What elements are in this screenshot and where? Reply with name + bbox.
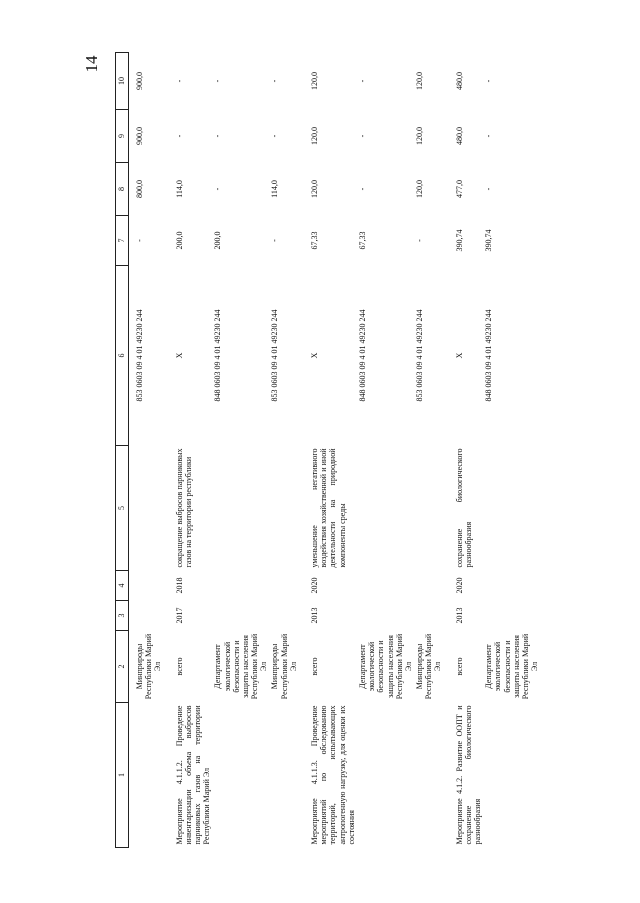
budget-code-cell: Х — [310, 352, 319, 359]
amount-cell: 120,0 — [310, 127, 319, 145]
column-header: 5 — [116, 446, 129, 571]
end-year-cell — [212, 571, 269, 601]
budget-code-cell: 848 0603 09 4 01 49230 244 — [484, 309, 494, 402]
amount-cell: - — [484, 187, 494, 191]
measure-name-cell — [269, 703, 299, 848]
end-year-cell — [483, 571, 540, 601]
end-year-cell — [357, 571, 414, 601]
measure-name-cell: Мероприятие 4.1.1.2. Проведение инвентаризации объема выбросов парниковых газов на территории Республики Марий Эл — [174, 705, 212, 845]
amount-cell: - — [484, 134, 494, 138]
start-year-cell: 2013 — [454, 607, 464, 624]
measure-name-cell — [357, 703, 414, 848]
amount-cell: - — [213, 79, 223, 83]
amount-cell: - — [357, 134, 367, 138]
table-row — [483, 53, 540, 848]
executor-cell: Минприроды Республики Марий Эл — [135, 633, 163, 700]
budget-code-cell: 853 0603 09 4 01 49230 244 — [415, 309, 425, 402]
result-cell — [357, 446, 414, 571]
start-year-cell — [357, 601, 414, 631]
amount-cell: 67,33 — [310, 231, 319, 250]
amount-cell: 900,0 — [135, 72, 144, 90]
amount-cell: 390,74 — [454, 229, 464, 252]
measure-name-cell — [134, 703, 164, 848]
executor-cell: всего — [454, 657, 464, 676]
amount-cell: - — [270, 239, 280, 242]
end-year-cell — [134, 571, 164, 601]
amount-cell: - — [270, 79, 280, 83]
table-row — [269, 53, 299, 848]
start-year-cell: 2013 — [310, 607, 319, 624]
amount-cell: 120,0 — [415, 127, 425, 145]
amount-cell: 480,0 — [454, 72, 464, 90]
table-row — [414, 53, 444, 848]
executor-cell: Минприроды Республики Марий Эл — [270, 633, 298, 700]
measure-name-cell — [414, 703, 444, 848]
executor-cell: Департамент экологической безопасности и защиты населения Республики Марий Эл — [484, 633, 540, 700]
start-year-cell — [414, 601, 444, 631]
amount-cell: 120,0 — [415, 180, 425, 198]
amount-cell: 114,0 — [270, 180, 280, 198]
column-header: 1 — [116, 703, 129, 848]
amount-cell: 900,0 — [135, 127, 144, 145]
executor-cell: Департамент экологической безопасности и защиты населения Республики Марий Эл — [357, 633, 413, 700]
amount-cell: - — [213, 187, 223, 191]
executor-cell: Минприроды Республики Марий Эл — [415, 633, 443, 700]
result-cell: сохранение биологического разнообразия — [454, 448, 473, 568]
end-year-cell — [414, 571, 444, 601]
rotated-page-content — [115, 53, 540, 848]
table-row — [212, 53, 269, 848]
amount-cell: 120,0 — [415, 72, 425, 90]
column-header: 8 — [116, 163, 129, 216]
table-row — [454, 53, 484, 848]
end-year-cell: 2020 — [310, 577, 319, 594]
end-year-cell — [269, 571, 299, 601]
amount-cell: - — [484, 79, 494, 83]
column-header: 6 — [116, 266, 129, 446]
column-header: 4 — [116, 571, 129, 601]
budget-code-cell: Х — [454, 352, 464, 359]
start-year-cell — [269, 601, 299, 631]
amount-cell: - — [357, 187, 367, 191]
measure-name-cell — [483, 703, 540, 848]
end-year-cell: 2020 — [454, 577, 464, 594]
column-header: 3 — [116, 601, 129, 631]
amount-cell: 200,0 — [213, 231, 223, 250]
amount-cell: 114,0 — [174, 180, 184, 198]
measure-name-cell: Мероприятие 4.1.2. Развитие ООПТ и сохранение биологического разнообразия — [454, 705, 482, 845]
measure-name-cell: Мероприятие 4.1.1.3. Проведение мероприятий по обследованию территорий, испытывающих антропогенную нагрузку, для оценки их состояния — [310, 705, 356, 845]
start-year-cell — [134, 601, 164, 631]
amount-cell: 390,74 — [484, 229, 494, 252]
amount-cell: 480,0 — [454, 127, 464, 145]
budget-code-cell: 848 0603 09 4 01 49230 244 — [357, 309, 367, 402]
result-cell — [483, 446, 540, 571]
start-year-cell: 2017 — [174, 607, 184, 624]
budget-code-cell: 853 0603 09 4 01 49230 244 — [270, 309, 280, 402]
start-year-cell — [483, 601, 540, 631]
executor-cell: Департамент экологической безопасности и защиты населения Республики Марий Эл — [213, 633, 269, 700]
budget-code-cell: Х — [174, 352, 184, 359]
budget-code-cell: 848 0603 09 4 01 49230 244 — [213, 309, 223, 402]
amount-cell: 120,0 — [310, 72, 319, 90]
result-cell — [212, 446, 269, 571]
column-header: 2 — [116, 631, 129, 703]
amount-cell: - — [415, 239, 425, 242]
amount-cell: - — [357, 79, 367, 83]
amount-cell: 477,0 — [454, 180, 464, 198]
table-row — [134, 53, 164, 848]
amount-cell: 800,0 — [135, 180, 144, 198]
column-header: 9 — [116, 110, 129, 163]
executor-cell: всего — [174, 657, 184, 676]
result-cell — [269, 446, 299, 571]
result-cell — [414, 446, 444, 571]
page-number: 14 — [82, 55, 101, 73]
column-header: 7 — [116, 216, 129, 266]
budget-table — [115, 52, 540, 848]
measure-name-cell — [212, 703, 269, 848]
amount-cell: 120,0 — [310, 180, 319, 198]
amount-cell: - — [213, 134, 223, 138]
table-row — [357, 53, 414, 848]
amount-cell: - — [270, 134, 280, 138]
executor-cell: всего — [310, 657, 319, 676]
result-cell — [134, 446, 164, 571]
table-row — [309, 53, 357, 848]
amount-cell: - — [174, 134, 184, 138]
column-header: 10 — [116, 53, 129, 110]
amount-cell: 200,0 — [174, 231, 184, 250]
amount-cell: - — [135, 239, 144, 242]
start-year-cell — [212, 601, 269, 631]
amount-cell: - — [174, 79, 184, 83]
amount-cell: 67,33 — [357, 231, 367, 250]
result-cell: уменьшение негативного воздействия хозяйственной и иной деятельности на природной компоненты среды — [310, 448, 347, 568]
table-row — [174, 53, 213, 848]
column-number-row — [116, 53, 129, 848]
end-year-cell: 2018 — [174, 577, 184, 594]
result-cell: сокращение выбросов парниковых газов на территории республики — [174, 448, 193, 568]
budget-code-cell: 853 0603 09 4 01 49230 244 — [135, 309, 144, 402]
